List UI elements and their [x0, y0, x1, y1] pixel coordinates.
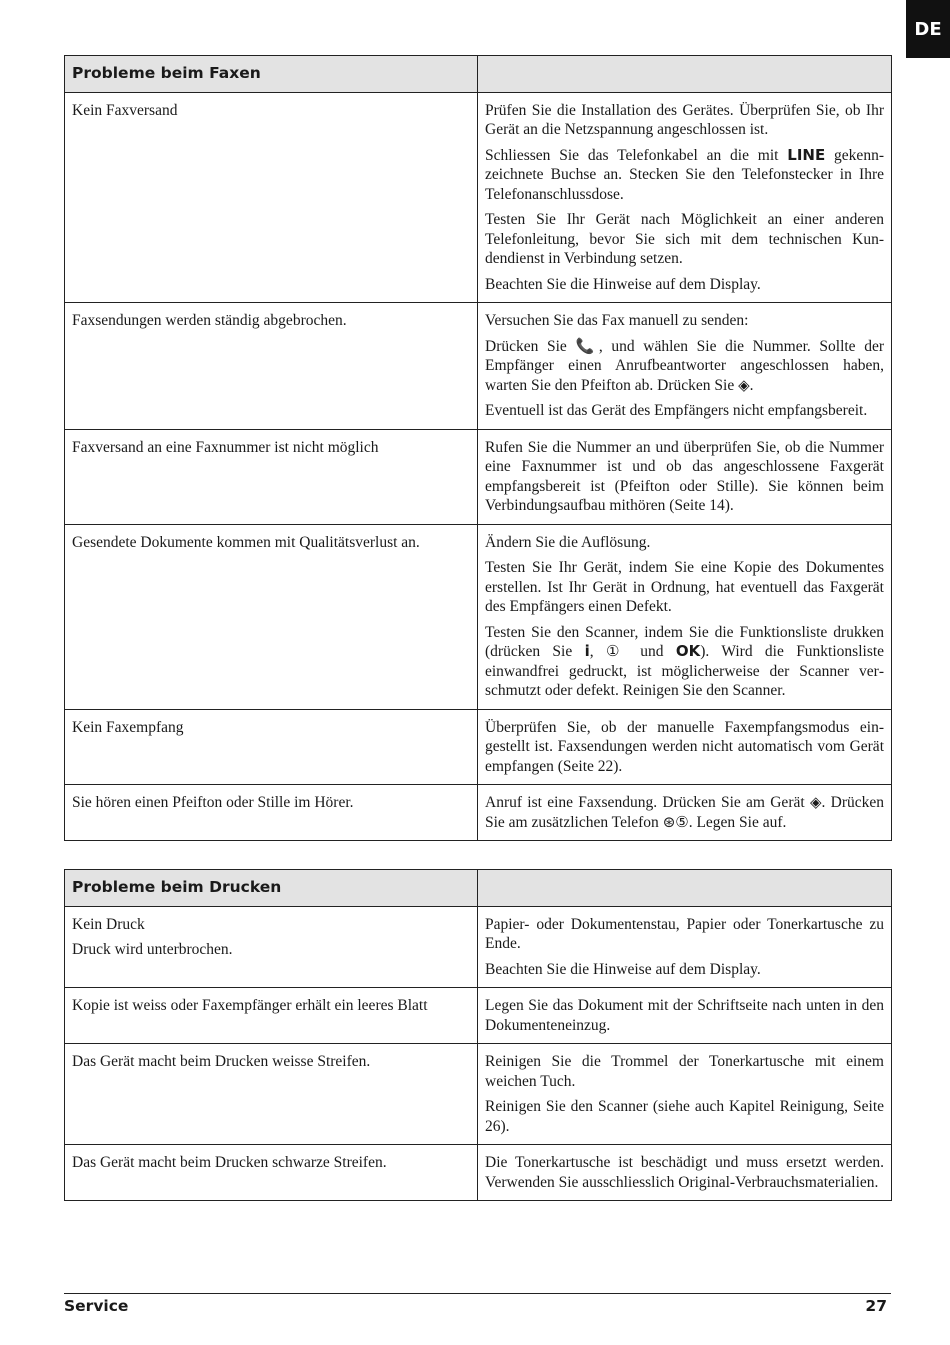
solution-text: Reinigen Sie den Scanner (siehe auch Kapitel Reinigung, Seite 26).	[485, 1098, 884, 1135]
problem-text: Gesendete Dokumente kommen mit Qualitätsverlust an.	[72, 533, 420, 551]
solution-text: Legen Sie das Dokument mit der Schriftseite nach unten in den Dokumenteneinzug.	[485, 997, 884, 1034]
header-blank-cell	[478, 870, 892, 907]
problem-text: Kein Faxempfang	[72, 718, 184, 736]
solution-text: Papier- oder Dokumentenstau, Papier oder Tonerkartusche zu Ende.	[485, 915, 884, 952]
button-symbol-icon: ①	[605, 642, 628, 660]
solution-text: Schliessen Sie das Telefonkabel an die mit LINE gekennzeichnete Buchse an. Stecken Sie den Telefonstecker in Ihre Telefonanschlussdose.	[485, 145, 884, 203]
table-row	[65, 92, 892, 303]
solution-text: Testen Sie den Scanner, indem Sie die Funktionsliste drukken (drücken Sie i, ① und OK). Wird die Funktionsliste einwandfrei gedruckt, ist möglicherweise der Scanner verschmutzt oder defekt. Reinigen Sie den Scanner.	[485, 623, 885, 699]
solution-text: Beachten Sie die Hinweise auf dem Display.	[485, 960, 761, 978]
solution-cell	[478, 709, 892, 785]
solution-text: Anruf ist eine Faxsendung. Drücken Sie am Gerät ◈. Drücken Sie am zusätzlichen Telefon ⊛⑤. Legen Sie auf.	[485, 793, 884, 831]
table-row	[65, 906, 892, 988]
table-row	[65, 429, 892, 524]
solution-cell	[478, 303, 892, 430]
solution-text: Testen Sie Ihr Gerät nach Möglichkeit an einer anderen Telefonleitung, bevor Sie sich mit dem technischen Kundendienst in Verbindung setzen.	[485, 211, 884, 267]
solution-cell	[478, 906, 892, 988]
table-row	[65, 988, 892, 1044]
print-problems-table	[64, 869, 892, 1201]
table-header-row	[65, 870, 892, 907]
problem-cell	[65, 988, 478, 1044]
table-row	[65, 303, 892, 430]
solution-text: Prüfen Sie die Installation des Gerätes. Überprüfen Sie, ob Ihr Gerät an die Netzspannung angeschlossen ist.	[485, 101, 884, 138]
button-symbol-icon: 📞	[575, 336, 599, 355]
problem-text: Kopie ist weiss oder Faxempfänger erhält ein leeres Blatt	[72, 997, 428, 1014]
solution-cell	[478, 988, 892, 1044]
section-title: Probleme beim Faxen	[65, 56, 478, 93]
table-row	[65, 1044, 892, 1145]
problem-cell	[65, 785, 478, 841]
footer-divider	[64, 1293, 891, 1294]
solution-cell	[478, 1044, 892, 1145]
problem-cell	[65, 906, 478, 988]
solution-text: Testen Sie Ihr Gerät, indem Sie eine Kopie des Dokumentes erstellen. Ist Ihr Gerät in Ordnung, hat eventuell das Faxgerät des Empfängers einen Defekt.	[485, 559, 884, 615]
problem-text: Kein Druck	[72, 915, 145, 933]
problem-text: Das Gerät macht beim Drucken weisse Streifen.	[72, 1053, 371, 1070]
solution-text: Rufen Sie die Nummer an und überprüfen Sie, ob die Nummer eine Faxnummer ist und ob das angeschlossene Faxgerät empfangsbereit ist (Pfeifton oder Stille). Sie können beim Verbindungsaufbau mithören (Seite 14).	[485, 438, 884, 514]
solution-text: Drücken Sie 📞, und wählen Sie die Nummer. Sollte der Empfänger einen Anrufbeantworter angeschlossen haben, warten Sie den Pfeifton ab. Drücken Sie ◈.	[485, 336, 884, 394]
solution-cell	[478, 429, 892, 524]
solution-cell	[478, 1145, 892, 1201]
problem-text: Das Gerät macht beim Drucken schwarze Streifen.	[72, 1154, 387, 1171]
button-symbol-icon: ⊛⑤	[662, 812, 689, 831]
table-row	[65, 524, 892, 709]
solution-text: Überprüfen Sie, ob der manuelle Faxempfangsmodus eingestellt ist. Faxsendungen werden nicht automatisch vom Gerät empfangen (Seite 22).	[485, 718, 884, 775]
key-label: i	[584, 642, 590, 660]
key-label: OK	[675, 642, 701, 660]
language-tab: DE	[906, 0, 950, 58]
problem-text: Druck wird unterbrochen.	[72, 941, 233, 958]
solution-text: Beachten Sie die Hinweise auf dem Display.	[485, 275, 761, 293]
footer-section-name: Service	[64, 1297, 129, 1315]
solution-cell	[478, 785, 892, 841]
fax-problems-table	[64, 55, 892, 841]
problem-text: Faxsendungen werden ständig abgebrochen.	[72, 312, 347, 329]
problem-cell	[65, 92, 478, 303]
solution-text: Die Tonerkartusche ist beschädigt und muss ersetzt werden. Verwenden Sie ausschliesslich Original-Verbrauchsmaterialien.	[485, 1154, 884, 1191]
problem-text: Kein Faxversand	[72, 101, 178, 119]
problem-text: Sie hören einen Pfeifton oder Stille im Hörer.	[72, 794, 354, 811]
header-blank-cell	[478, 56, 892, 93]
button-symbol-icon: ◈	[809, 793, 822, 811]
problem-cell	[65, 524, 478, 709]
solution-text: Reinigen Sie die Trommel der Tonerkartusche mit einem weichen Tuch.	[485, 1053, 884, 1090]
solution-text: Eventuell ist das Gerät des Empfängers nicht empfangsbereit.	[485, 402, 868, 419]
problem-cell	[65, 709, 478, 785]
solution-text: Ändern Sie die Auflösung.	[485, 533, 651, 551]
problem-cell	[65, 303, 478, 430]
problem-cell	[65, 1044, 478, 1145]
table-row	[65, 1145, 892, 1201]
problem-cell	[65, 429, 478, 524]
solution-text: Versuchen Sie das Fax manuell zu senden:	[485, 312, 749, 329]
problem-text: Faxversand an eine Faxnummer ist nicht möglich	[72, 438, 379, 456]
table-header-row	[65, 56, 892, 93]
solution-cell	[478, 524, 892, 709]
button-symbol-icon: ◈	[738, 375, 750, 394]
problem-cell	[65, 1145, 478, 1201]
key-label: LINE	[787, 145, 826, 164]
table-row	[65, 785, 892, 841]
solution-cell	[478, 92, 892, 303]
section-title: Probleme beim Drucken	[65, 870, 478, 907]
table-row	[65, 709, 892, 785]
page-number: 27	[865, 1297, 887, 1315]
